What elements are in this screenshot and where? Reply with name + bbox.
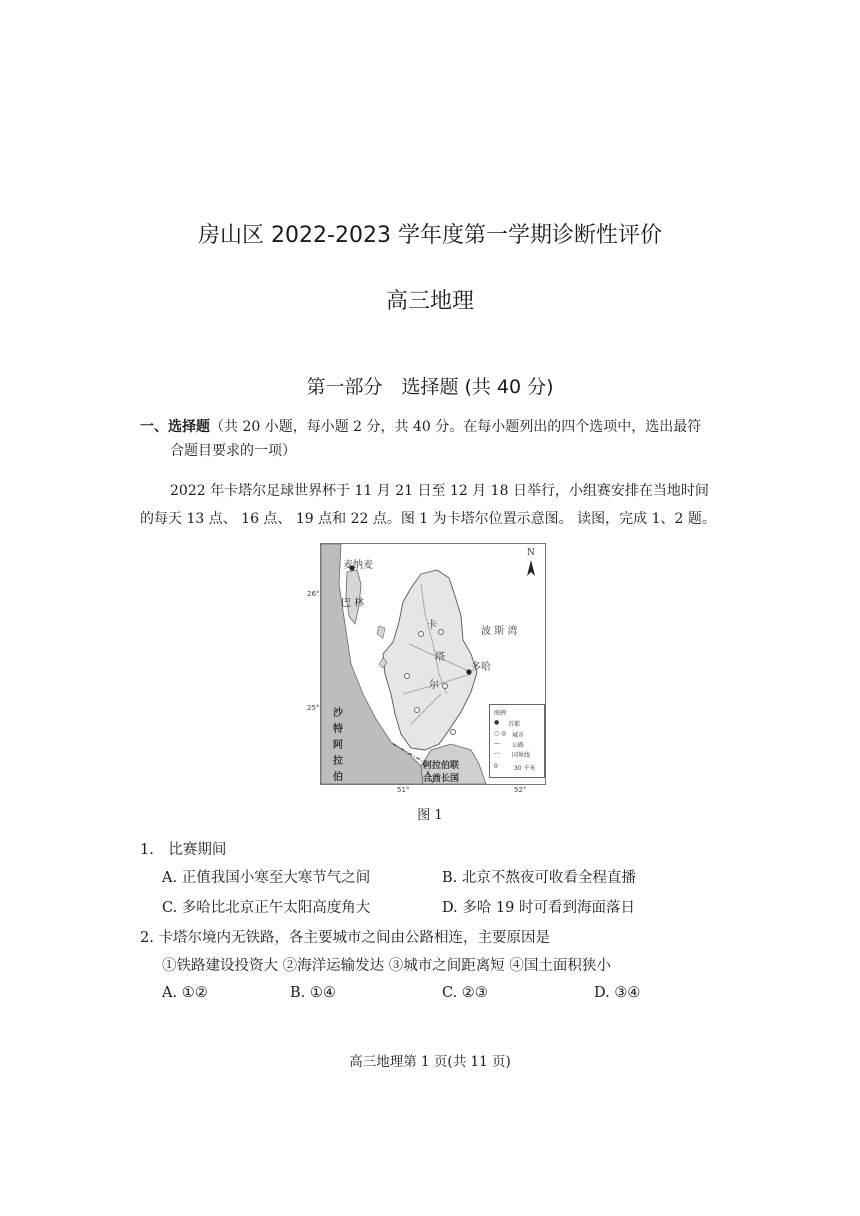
label-doha: 多哈 <box>471 662 491 673</box>
legend-border: 国界线 <box>512 752 531 759</box>
question-1-option-a: A. 正值我国小寒至大寒节气之间 <box>162 870 371 886</box>
section-label: 一、选择题 <box>140 419 210 435</box>
label-saudi-5: 伯 <box>333 772 343 783</box>
legend-city: 城市 <box>512 732 525 739</box>
qatar-location-map <box>320 543 546 785</box>
label-north: N <box>527 548 535 558</box>
label-lat-25: 25° <box>307 704 320 712</box>
city-marker <box>405 674 410 679</box>
section-instructions <box>140 416 701 438</box>
label-persian-gulf: 波 斯 湾 <box>481 626 518 637</box>
figure-caption: 图 1 <box>417 808 443 823</box>
question-2-option-c: C. ②③ <box>442 985 488 1001</box>
subject-title: 高三地理 <box>385 289 474 314</box>
page-footer: 高三地理第 1 页(共 11 页) <box>349 1054 511 1070</box>
label-manama: 麦纳麦 <box>343 560 373 571</box>
island <box>377 626 385 638</box>
label-lon-52: 52° <box>514 786 527 794</box>
label-saudi-3: 阿 <box>333 740 343 751</box>
question-2-option-a: A. ①② <box>162 985 208 1001</box>
city-marker <box>415 708 420 713</box>
legend-scale-0: 0 <box>494 763 498 770</box>
city-marker <box>439 630 444 635</box>
question-2-option-d: D. ③④ <box>594 985 641 1001</box>
city-marker <box>443 684 448 689</box>
question-1-option-d: D. 多哈 19 时可看到海面落日 <box>442 900 635 916</box>
label-saudi-2: 特 <box>333 724 343 735</box>
label-saudi-1: 沙 <box>333 708 343 719</box>
label-bahrain: 巴 林 <box>341 598 365 609</box>
city-marker <box>451 730 456 735</box>
section-instructions-line2: 合题目要求的一项） <box>170 443 296 459</box>
label-lon-51: 51° <box>397 786 410 794</box>
label-qatar-1: 卡 <box>427 620 437 631</box>
label-saudi-4: 拉 <box>333 756 343 767</box>
question-2-statements: ①铁路建设投资大 ②海洋运输发达 ③城市之间距离短 ④国土面积狭小 <box>162 958 611 974</box>
qatar-peninsula <box>383 570 477 750</box>
stem-line1: 2022 年卡塔尔足球世界杯于 11 月 21 日至 12 月 18 日举行，小组赛安排在当地时间 <box>170 483 709 499</box>
legend-title: 图例 <box>494 710 507 717</box>
question-1-option-b: B. 北京不熬夜可收看全程直播 <box>442 870 636 886</box>
legend-city-icon: ○ ◎ <box>494 730 507 737</box>
question-2-option-b: B. ①④ <box>290 985 336 1001</box>
legend-road-icon: — <box>494 740 500 747</box>
map-legend <box>489 704 545 778</box>
question-1-option-c: C. 多哈比北京正午太阳高度角大 <box>162 900 371 916</box>
stem-line2: 的每天 13 点、 16 点、 19 点和 22 点。图 1 为卡塔尔位置示意图。 读图，完成 1、2 题。 <box>140 511 716 527</box>
legend-scale-30: 30 千米 <box>514 765 536 772</box>
label-qatar-3: 尔 <box>429 680 439 691</box>
label-uae-2: 合酋长国 <box>423 774 460 784</box>
question-1-stem: 1. 比赛期间 <box>140 842 227 858</box>
label-qatar-2: 塔 <box>435 652 445 663</box>
legend-road: 公路 <box>512 742 525 749</box>
city-marker <box>419 632 424 637</box>
part-title: 第一部分 选择题 (共 40 分) <box>306 376 554 398</box>
exam-title: 房山区 2022-2023 学年度第一学期诊断性评价 <box>198 223 662 248</box>
label-lat-26: 26° <box>307 590 320 598</box>
north-arrow-icon <box>527 560 535 576</box>
legend-capital: 首都 <box>508 721 521 728</box>
legend-border-icon: -·- <box>494 750 501 757</box>
label-uae-1: 阿拉伯联 <box>423 761 460 771</box>
section-instructions-line1: （共 20 小题，每小题 2 分，共 40 分。在每小题列出的四个选项中，选出最符 <box>210 419 702 435</box>
question-2-stem: 2. 卡塔尔境内无铁路，各主要城市之间由公路相连，主要原因是 <box>140 930 550 946</box>
legend-capital-icon: ● <box>494 719 500 726</box>
